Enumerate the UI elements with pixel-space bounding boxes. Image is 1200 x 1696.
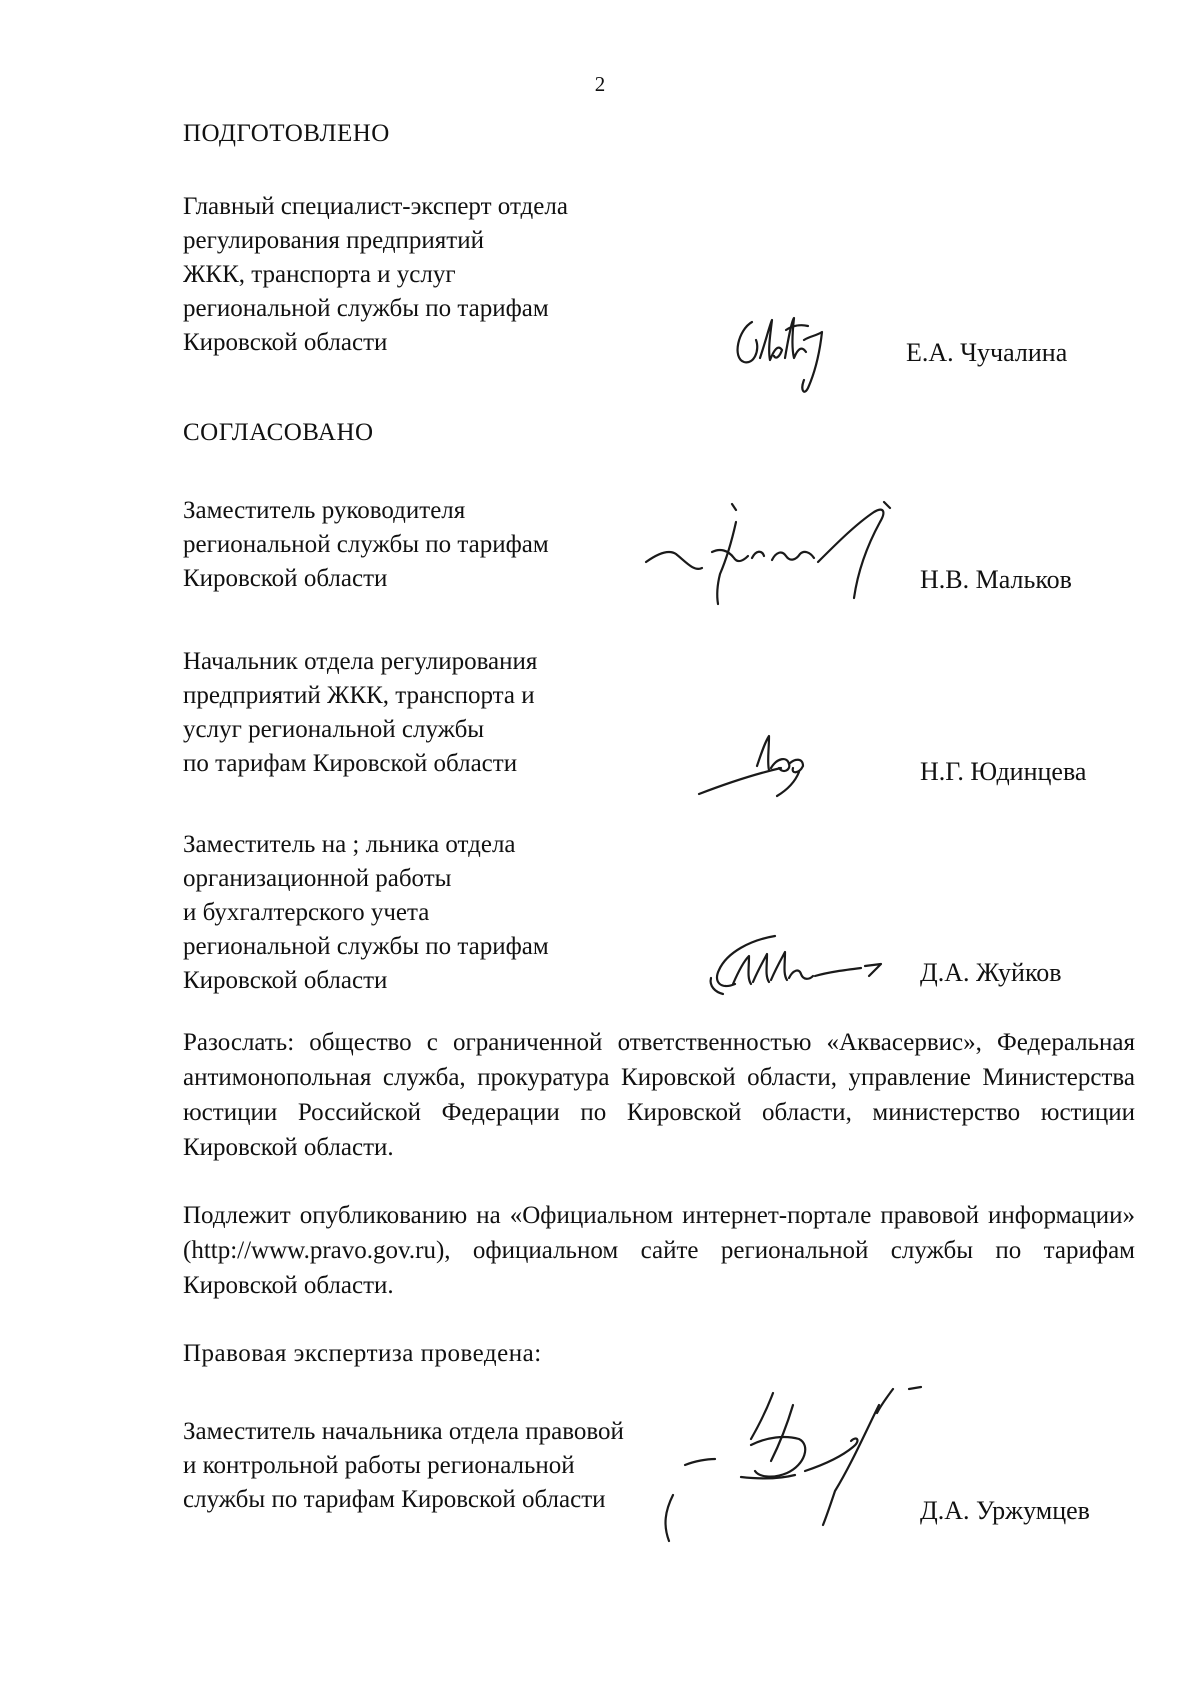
- position-line: региональной службы по тарифам: [183, 933, 549, 960]
- signer-name: Д.А. Жуйков: [920, 958, 1062, 987]
- position-line: Главный специалист-эксперт отдела: [183, 193, 568, 220]
- agreed-position-3: [183, 828, 549, 998]
- position-line: службы по тарифам Кировской области: [183, 1486, 606, 1513]
- position-line: и бухгалтерского учета: [183, 899, 430, 926]
- position-line: Начальник отдела регулирования: [183, 648, 538, 675]
- position-line: Заместитель руководителя: [183, 497, 466, 524]
- legal-review-heading: Правовая экспертиза проведена:: [183, 1340, 542, 1367]
- agreed-position-2: [183, 645, 537, 781]
- signer-name: Н.В. Мальков: [920, 565, 1072, 594]
- position-line: регулирования предприятий: [183, 227, 484, 254]
- signer-name: Н.Г. Юдинцева: [920, 757, 1087, 786]
- signer-name: Д.А. Уржумцев: [920, 1496, 1090, 1525]
- signature-urzhumtsev-icon: [655, 1385, 945, 1545]
- position-line: организационной работы: [183, 865, 452, 892]
- position-line: предприятий ЖКК, транспорта и: [183, 682, 535, 709]
- agreed-heading: СОГЛАСОВАНО: [183, 419, 374, 446]
- position-line: и контрольной работы региональной: [183, 1452, 575, 1479]
- signature-zhuykov-icon: [705, 930, 905, 1000]
- position-line: Заместитель начальника отдела правовой: [183, 1418, 624, 1445]
- prepared-position: [183, 190, 568, 360]
- legal-review-position: [183, 1415, 624, 1517]
- position-line: Заместитель на ; льника отдела: [183, 831, 516, 858]
- position-line: Кировской области: [183, 967, 388, 994]
- position-line: региональной службы по тарифам: [183, 531, 549, 558]
- distribution-paragraph: Разослать: общество с ограниченной ответственностью «Аквасервис», Федеральная антимонопольная служба, прокуратура Кировской области, управление Министерства юстиции Российской Федерации по Кировской области, министерство юстиции Кировской области.: [183, 1029, 1135, 1161]
- page-number: 2: [594, 72, 606, 96]
- position-line: Кировской области: [183, 565, 388, 592]
- position-line: ЖКК, транспорта и услуг: [183, 261, 456, 288]
- prepared-heading: ПОДГОТОВЛЕНО: [183, 120, 390, 147]
- position-line: региональной службы по тарифам: [183, 295, 549, 322]
- agreed-position-1: [183, 494, 549, 596]
- position-line: по тарифам Кировской области: [183, 750, 518, 777]
- position-line: услуг региональной службы: [183, 716, 485, 743]
- publication-paragraph: Подлежит опубликованию на «Официальном интернет-портале правовой информации» (http://www.pravo.gov.ru), официальном сайте региональной службы по тарифам Кировской области.: [183, 1202, 1135, 1299]
- position-line: Кировской области: [183, 329, 388, 356]
- signature-malkov-icon: [640, 500, 910, 620]
- signature-yudintseva-icon: [695, 728, 825, 808]
- signature-chuchalina-icon: [730, 310, 840, 400]
- signer-name: Е.А. Чучалина: [906, 338, 1068, 367]
